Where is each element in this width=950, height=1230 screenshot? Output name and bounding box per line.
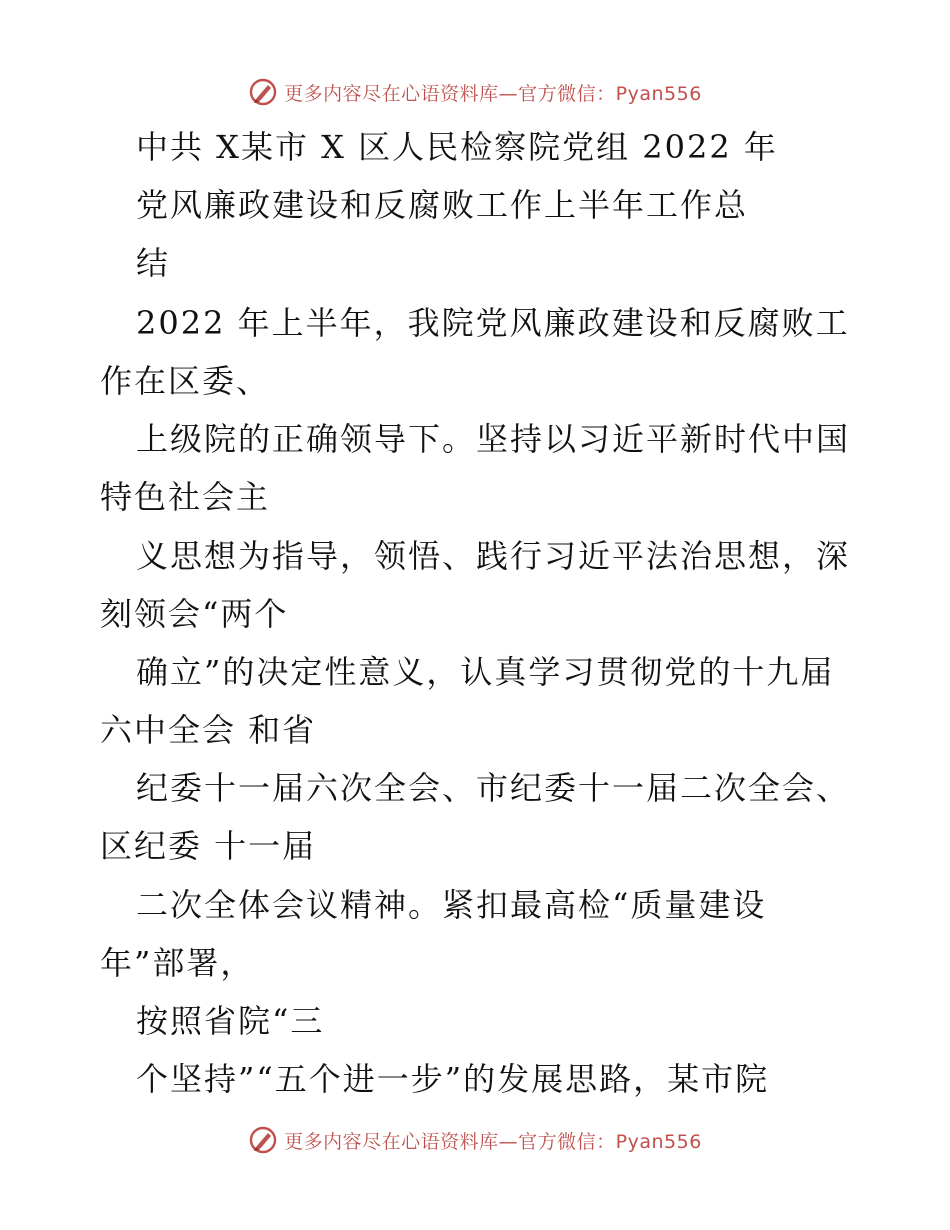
paragraph-line: 个坚持”“五个进一步”的发展思路，某市院 <box>136 1060 770 1098</box>
paragraph-line: 作在区委、 <box>100 362 271 400</box>
pen-logo-icon <box>248 77 278 107</box>
paragraph-line: 上级院的正确领导下。坚持以习近平新时代中国 <box>136 420 851 458</box>
title-line-1: 中共 X某市 X 区人民检察院党组 2022 年 <box>136 128 778 166</box>
paragraph-line: 按照省院“三 <box>136 1002 325 1040</box>
title-line-2: 党风廉政建设和反腐败工作上半年工作总 <box>136 186 749 224</box>
watermark-text: 更多内容尽在心语资料库—官方微信：Pyan556 <box>284 1130 702 1153</box>
paragraph-line: 区纪委 十一届 <box>100 827 317 865</box>
paragraph-line: 义思想为指导，领悟、践行习近平法治思想，深 <box>136 537 851 575</box>
header-watermark <box>0 72 950 112</box>
paragraph-line: 2022 年上半年，我院党风廉政建设和反腐败工 <box>136 304 850 342</box>
paragraph-line: 年”部署， <box>100 944 255 982</box>
paragraph-line: 刻领会“两个 <box>100 595 289 633</box>
watermark-text: 更多内容尽在心语资料库—官方微信：Pyan556 <box>284 82 702 105</box>
paragraph-line: 六中全会 和省 <box>100 711 317 749</box>
footer-watermark <box>0 1120 950 1160</box>
paragraph-line: 二次全体会议精神。紧扣最高检“质量建设 <box>136 886 767 924</box>
paragraph-line: 纪委十一届六次全会、市纪委十一届二次全会、 <box>136 769 851 807</box>
title-line-3: 结 <box>136 244 171 282</box>
paragraph-line: 特色社会主 <box>100 478 271 516</box>
paragraph-line: 确立”的决定性意义，认真学习贯彻党的十九届 <box>136 653 835 691</box>
pen-logo-icon <box>248 1125 278 1155</box>
